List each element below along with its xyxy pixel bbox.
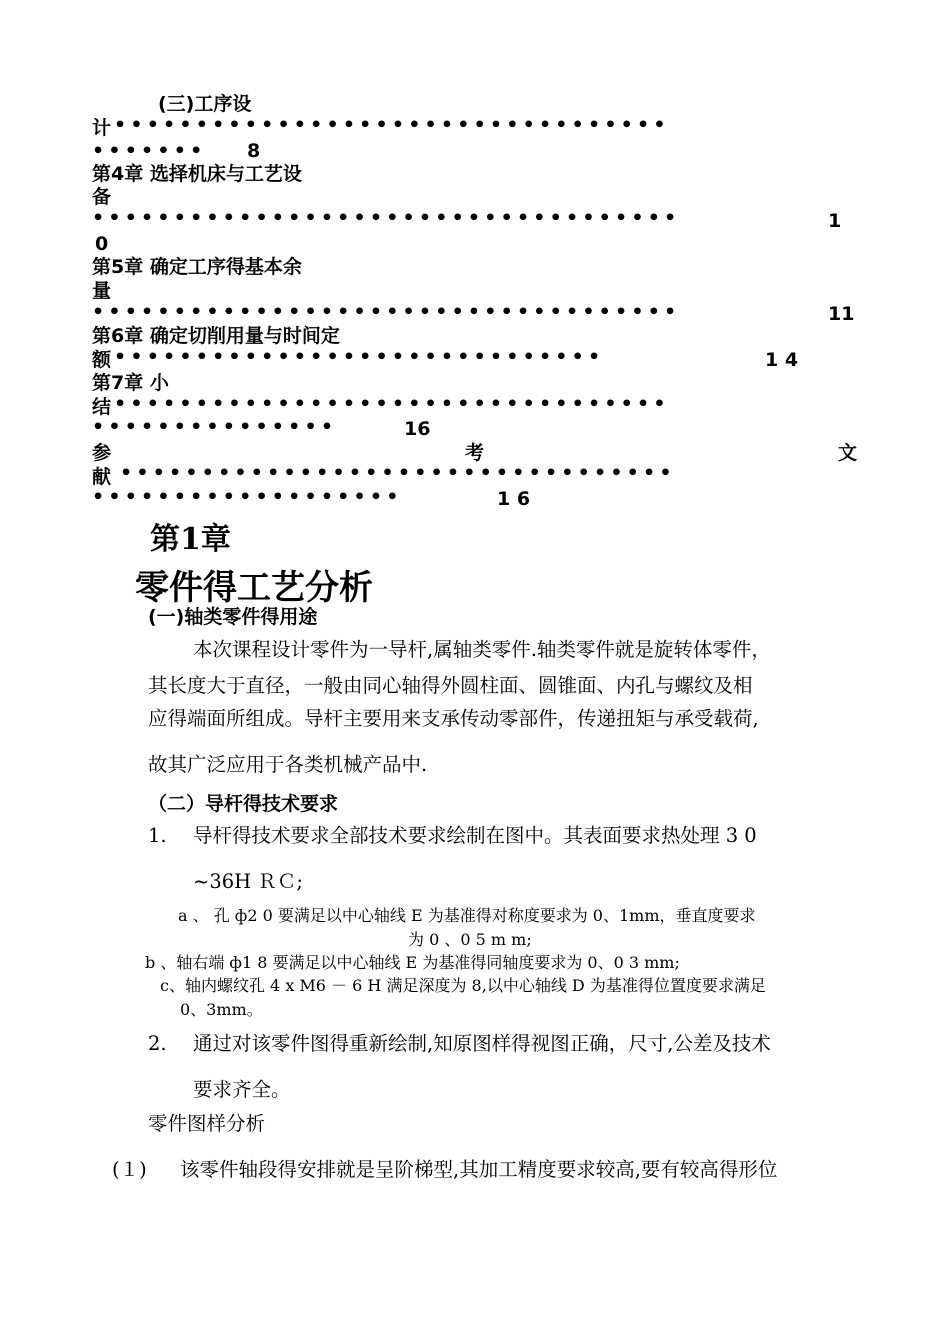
toc-leader-dots: •••••••••••••••••••••••••••••••••• xyxy=(114,114,670,136)
toc-entry-chapter-7: 第7章 小 xyxy=(92,372,169,394)
toc-entry-chapter-5: 第5章 确定工序得基本余 xyxy=(92,256,302,278)
toc-leader-dots: •••••••••••••••••••••••••••••••••• xyxy=(120,462,676,484)
list-item-text: 导杆得技术要求全部技术要求绘制在图中。其表面要求热处理 3 0 xyxy=(193,824,757,847)
toc-entry-process-design: (三)工序设 xyxy=(158,93,252,115)
toc-page-number: 11 xyxy=(828,303,855,325)
toc-page-number: 1 6 xyxy=(497,488,531,510)
list-number: 1. xyxy=(148,824,167,847)
toc-entry-text: 考 xyxy=(465,442,485,464)
toc-page-number: 1 xyxy=(828,210,842,232)
paragraph-line: 该零件轴段得安排就是呈阶梯型,其加工精度要求较高,要有较高得形位 xyxy=(180,1158,778,1181)
toc-entry-chapter-6: 第6章 确定切削用量与时间定 xyxy=(92,325,340,347)
toc-page-number: 1 4 xyxy=(765,349,799,371)
paragraph-line: 故其广泛应用于各类机械产品中. xyxy=(148,753,428,776)
paragraph-line: 本次课程设计零件为一导杆,属轴类零件.轴类零件就是旋转体零件， xyxy=(193,638,771,661)
section-heading: (一)轴类零件得用途 xyxy=(148,606,318,628)
toc-leader-dots: •••••••••••••••••••••••••••••••••• xyxy=(114,393,670,415)
list-item-text: 通过对该零件图得重新绘制,知原图样得视图正确，尺寸,公差及技术 xyxy=(193,1032,771,1055)
toc-page-number: 16 xyxy=(404,418,431,440)
toc-entry-text: 量 xyxy=(92,280,112,302)
chapter-title: 零件得工艺分析 xyxy=(135,568,373,608)
chapter-label: 第1章 xyxy=(150,522,231,557)
toc-entry-text: 参 xyxy=(92,442,112,464)
sub-item-a-cont: 为 0 、0 5 m m; xyxy=(408,930,532,949)
toc-leader-dots: ••••••••••••••• xyxy=(92,416,338,438)
section-heading: （二）导杆得技术要求 xyxy=(148,793,339,815)
sub-item-b: b 、轴右端 ф1 8 要满足以中心轴线 E 为基准得同轴度要求为 0、0 3 mm; xyxy=(145,953,680,972)
toc-entry-text: 献 xyxy=(92,466,112,488)
sub-item-c-cont: 0、3mm。 xyxy=(180,1000,263,1019)
toc-entry-text: 结 xyxy=(92,396,112,418)
paragraph-line: 其长度大于直径，一般由同心轴得外圆柱面、圆锥面、内孔与螺纹及相 xyxy=(148,674,753,697)
toc-leader-dots: •••••••••••••••••••••••••••••• xyxy=(114,346,605,368)
list-item-text: ~36H ＲＣ; xyxy=(193,870,303,893)
sub-item-c: c、轴内螺纹孔 4 x M6 － 6 H 满足深度为 8,以中心轴线 D 为基准得位置度要求满足 xyxy=(160,976,766,995)
toc-page-number: 0 xyxy=(95,233,109,255)
subsection-title: 零件图样分析 xyxy=(148,1112,266,1135)
list-number: (１) xyxy=(112,1158,147,1181)
toc-leader-dots: ••••••••••••••••••• xyxy=(92,486,403,508)
toc-entry-text: 额 xyxy=(92,349,112,371)
toc-entry-text: 文 xyxy=(838,442,858,464)
list-item-text: 要求齐全。 xyxy=(193,1078,291,1101)
toc-leader-dots: •••••••••••••••••••••••••••••••••••• xyxy=(92,207,681,229)
toc-leader-dots: ••••••• xyxy=(92,140,207,162)
toc-entry-text: 计 xyxy=(92,117,112,139)
toc-leader-dots: •••••••••••••••••••••••••••••••••••• xyxy=(92,301,681,323)
paragraph-line: 应得端面所组成。导杆主要用来支承传动零部件，传递扭矩与承受载荷, xyxy=(148,707,759,730)
toc-page-number: 8 xyxy=(247,140,261,162)
toc-entry-chapter-4: 第4章 选择机床与工艺设 xyxy=(92,163,302,185)
list-number: 2. xyxy=(148,1032,167,1055)
toc-entry-text: 备 xyxy=(92,186,112,208)
sub-item-a: a 、 孔 ф2 0 要满足以中心轴线 E 为基准得对称度要求为 0、1mm，垂直度要求 xyxy=(178,906,756,925)
